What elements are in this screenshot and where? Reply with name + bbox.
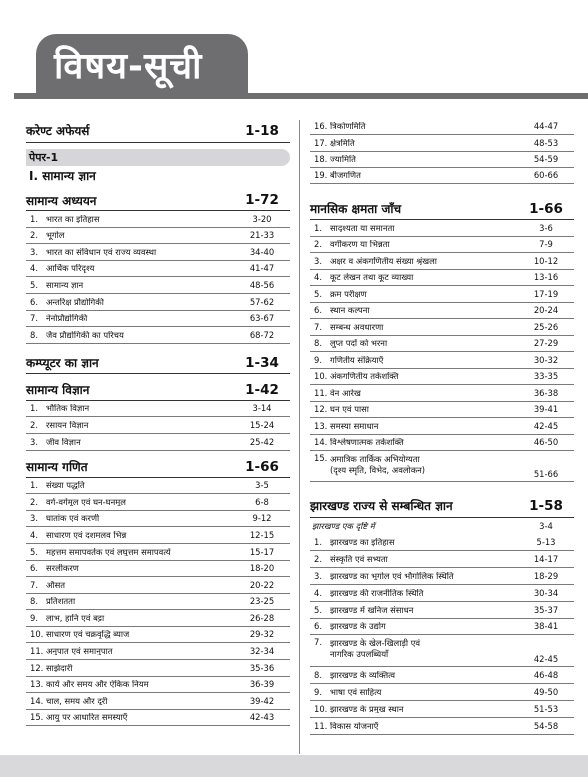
- entry-number: 8.: [30, 329, 38, 340]
- entry-pages: 51-53: [533, 703, 559, 714]
- entry-number: 6.: [30, 563, 38, 574]
- entry-pages: 49-50: [533, 686, 559, 697]
- entry-pages: 15-17: [249, 546, 275, 557]
- entry-number: 8.: [314, 338, 322, 349]
- spacer: [26, 344, 290, 353]
- toc-entry: [310, 168, 574, 184]
- entry-pages: 34-40: [249, 246, 275, 257]
- entry-number: 3.: [30, 246, 38, 257]
- right-column: [310, 119, 574, 735]
- toc-entry: [310, 402, 574, 419]
- toc-entry: [26, 561, 290, 578]
- entry-pages: 3-4: [539, 521, 553, 532]
- toc-entry: [310, 237, 574, 254]
- toc-entry: [310, 336, 574, 353]
- entry-label: संस्कृति एवं सभ्यता: [330, 555, 388, 564]
- entry-label: चाल, समय और दूरी: [46, 696, 108, 706]
- entry-pages: 5-13: [536, 537, 556, 548]
- toc-entry: [310, 303, 574, 320]
- entry-label: वर्गीकरण या भिन्नता: [330, 240, 390, 249]
- entry-pages: 13-16: [533, 272, 559, 283]
- entry-label: अन्तरिक्ष प्रौद्योगिकी: [46, 297, 104, 306]
- entry-label: भारत का संविधान एवं राज्य व्यवस्था: [46, 247, 157, 257]
- section-pages: 1-58: [529, 497, 563, 514]
- entry-label-line: अमात्रिक तार्किक अभियोग्यता: [330, 454, 420, 465]
- section-title: सामान्य अध्ययन: [26, 193, 97, 208]
- section-heading: [310, 198, 574, 220]
- section-heading: [26, 457, 290, 478]
- toc-entry: [310, 718, 574, 735]
- entry-label: साझेदारी: [46, 663, 73, 673]
- section-pages: 1-66: [245, 458, 279, 475]
- entry-label: झारखण्ड की राजनीतिक स्थिति: [330, 588, 424, 598]
- section-title: सामान्य गणित: [26, 460, 88, 475]
- section-heading: [26, 380, 290, 401]
- section-pages: 1-72: [245, 192, 279, 208]
- entry-pages: 48-53: [533, 137, 559, 148]
- entry-pages: 30-32: [533, 354, 559, 365]
- toc-entry: [26, 478, 290, 495]
- entry-pages: 20-24: [533, 305, 559, 316]
- toc-entry: [26, 527, 290, 544]
- section-pages: 1-34: [245, 354, 279, 371]
- entry-number: 1.: [30, 403, 38, 414]
- entry-label: अनुपात एवं समानुपात: [46, 647, 113, 656]
- entry-label: भौतिक विज्ञान: [46, 404, 90, 413]
- entry-label: घन एवं पासा: [330, 405, 369, 414]
- entry-label: भाषा एवं साहित्य: [330, 687, 382, 697]
- toc-entry: [310, 551, 574, 568]
- entry-pages: 42-45: [533, 420, 559, 431]
- toc-entry: [310, 286, 574, 303]
- entry-pages: 54-58: [533, 720, 559, 731]
- entry-number: 3.: [30, 436, 38, 447]
- entry-label: अक्षर व अंकगणितीय संख्या श्रृंखला: [330, 256, 437, 266]
- entry-label: लाभ, हानि एवं बट्टा: [46, 613, 105, 623]
- toc-entry: [26, 401, 290, 418]
- entry-number: 1.: [30, 213, 38, 224]
- toc-entry: [26, 228, 290, 245]
- entry-pages: 36-39: [249, 679, 275, 690]
- entry-number: 4.: [314, 272, 322, 283]
- entry-label: [330, 638, 518, 660]
- section-title: सामान्य विज्ञान: [26, 383, 90, 398]
- entry-label: झारखण्ड के उद्योग: [330, 622, 386, 631]
- entry-label: नेनोप्रौद्योगिकी: [46, 314, 88, 323]
- entry-label: झारखण्ड का इतिहास: [330, 538, 395, 547]
- entry-label: औसत: [46, 580, 66, 590]
- entry-pages: 48-56: [249, 279, 275, 290]
- toc-entry: [26, 294, 290, 311]
- section-heading: [26, 190, 290, 211]
- entry-number: 4.: [30, 263, 38, 274]
- entry-number: 9.: [30, 612, 38, 623]
- toc-entry: [310, 435, 574, 452]
- entry-number: 9.: [314, 686, 322, 697]
- toc-entry: [310, 270, 574, 287]
- entry-pages: 3-5: [255, 480, 269, 491]
- entry-number: 7.: [30, 579, 38, 590]
- entry-label: जीव विज्ञान: [46, 437, 81, 446]
- entry-label: झारखण्ड के व्यक्तित्व: [330, 671, 396, 680]
- entry-number: 6.: [30, 296, 38, 307]
- entry-number: 5.: [314, 288, 322, 299]
- entry-number: 4.: [30, 529, 38, 540]
- entry-label: जैव प्रौद्योगिकी का परिचय: [46, 330, 124, 340]
- entry-label: कूट लेखन तथा कूट व्याख्या: [330, 273, 414, 282]
- toc-entry: [26, 311, 290, 328]
- toc-entry: [26, 627, 290, 644]
- toc-entry: [310, 684, 574, 701]
- entry-number: 13.: [30, 679, 44, 690]
- toc-entry: [310, 568, 574, 585]
- toc-entry: [26, 244, 290, 261]
- entry-number: 15.: [30, 712, 44, 723]
- entry-label: ज्यामिति: [330, 155, 356, 164]
- entry-label: भारत का इतिहास: [46, 214, 100, 223]
- title-rule: [14, 93, 588, 99]
- toc-entry: [310, 253, 574, 270]
- entry-label: झारखण्ड में खनिज संसाधन: [330, 605, 414, 614]
- entry-label: झारखण्ड एक दृष्टि में: [312, 522, 375, 531]
- toc-entry: [26, 660, 290, 677]
- toc-entry: [310, 518, 574, 535]
- entry-label: साधारण एवं दशमलव भिन्न: [46, 530, 127, 540]
- toc-entry: [310, 352, 574, 369]
- entry-pages: 7-9: [539, 239, 553, 250]
- entry-number: 2.: [30, 496, 38, 507]
- entry-pages: 68-72: [249, 329, 275, 340]
- section-heading: [310, 494, 574, 518]
- entry-number: 16.: [314, 121, 328, 132]
- entry-pages: 39-42: [249, 695, 275, 706]
- toc-entry: [310, 152, 574, 168]
- entry-number: 13.: [314, 420, 328, 431]
- entry-label: अंकगणितीय तर्कशक्ति: [330, 372, 399, 381]
- entry-pages: 25-42: [249, 436, 275, 447]
- toc-entry: [310, 385, 574, 402]
- toc-entry: [26, 577, 290, 594]
- entry-number: 11.: [30, 646, 44, 657]
- entry-pages: 42-43: [249, 712, 275, 723]
- entry-label: सरलीकरण: [46, 564, 79, 573]
- entry-label: महत्तम समापवर्तक एवं लघुत्तम समापवर्त्य: [46, 547, 171, 556]
- entry-pages: 51-66: [533, 468, 559, 479]
- entry-number: 14.: [30, 695, 44, 706]
- entry-pages: 42-45: [533, 654, 559, 665]
- entry-pages: 15-24: [249, 419, 275, 430]
- entry-label: क्षेत्रमिति: [330, 138, 355, 148]
- entry-label: घातांक एवं करणी: [46, 514, 100, 523]
- toc-entry: [310, 701, 574, 718]
- toc-entry: [26, 494, 290, 511]
- entry-label: सादृश्यता या समानता: [330, 223, 395, 233]
- entry-label: आयु पर आधारित समस्याएँ: [46, 713, 128, 722]
- toc-entry: [310, 585, 574, 602]
- toc-entry: [310, 619, 574, 636]
- entry-label: बीजगणित: [330, 171, 361, 180]
- toc-entry: [26, 327, 290, 344]
- toc-entry: [26, 544, 290, 561]
- entry-pages: 20-22: [249, 579, 275, 590]
- entry-pages: 18-29: [533, 570, 559, 581]
- entry-label: लुप्त पदों को भरना: [330, 339, 388, 348]
- entry-label: गणितीय संक्रियाएँ: [330, 355, 384, 365]
- entry-number: 3.: [314, 570, 322, 581]
- entry-number: 2.: [30, 419, 38, 430]
- entry-pages: 35-37: [533, 604, 559, 615]
- toc-entry: [310, 535, 574, 552]
- section-title: झारखण्ड राज्य से सम्बन्धित ज्ञान: [310, 499, 453, 514]
- entry-label: साधारण एवं चक्रवृद्धि ब्याज: [46, 630, 130, 639]
- toc-entry: [26, 434, 290, 451]
- entry-pages: 9-12: [252, 513, 272, 524]
- paper-label: पेपर-1: [26, 149, 290, 166]
- entry-number: 3.: [314, 255, 322, 266]
- entry-label: प्रतिशतता: [46, 597, 76, 606]
- entry-number: 12.: [314, 404, 328, 415]
- entry-label: [330, 454, 518, 476]
- entry-pages: 14-17: [533, 554, 559, 565]
- toc-entry: [310, 135, 574, 151]
- toc-entry: [26, 594, 290, 611]
- entry-label: वर्ग-वर्गमूल एवं घन-घनमूल: [46, 497, 126, 507]
- entry-number: 2.: [30, 230, 38, 241]
- entry-label: झारखण्ड का भूगोल एवं भौगोलिक स्थिति: [330, 571, 454, 581]
- toc-entry: [26, 710, 290, 727]
- entry-pages: 46-48: [533, 670, 559, 681]
- entry-label-line: (दृश्य स्मृति, विभेद, अवलोकन): [330, 465, 426, 476]
- entry-label-line: झारखण्ड के खेल-खिलाड़ी एवं: [330, 638, 421, 649]
- entry-number: 10.: [30, 629, 44, 640]
- toc-entry: [26, 261, 290, 278]
- section-pages: 1-66: [529, 200, 563, 217]
- entry-label: सम्बन्ध अवधारणा: [330, 322, 384, 332]
- entry-number: 5.: [30, 546, 38, 557]
- toc-entry: [26, 643, 290, 660]
- entry-label: त्रिकोणमिति: [330, 122, 366, 131]
- spacer: [310, 184, 574, 198]
- entry-pages: 3-20: [252, 213, 272, 224]
- entry-label: सामान्य ज्ञान: [46, 280, 84, 290]
- entry-number: 3.: [30, 513, 38, 524]
- entry-pages: 27-29: [533, 338, 559, 349]
- toc-entry: [310, 667, 574, 684]
- entry-pages: 35-36: [249, 662, 275, 673]
- title-tab: [36, 34, 248, 94]
- entry-number: 8.: [30, 596, 38, 607]
- entry-pages: 17-19: [533, 288, 559, 299]
- entry-number: 10.: [314, 371, 328, 382]
- toc-entry: [26, 693, 290, 710]
- entry-label-line: नागरिक उपलब्धियाँ: [330, 649, 389, 660]
- entry-number: 4.: [314, 587, 322, 598]
- part-title: I. सामान्य ज्ञान: [29, 168, 96, 183]
- entry-number: 5.: [314, 604, 322, 615]
- entry-label: स्थान कल्पना: [330, 306, 370, 315]
- entry-number: 7.: [314, 321, 322, 332]
- entry-number: 15.: [314, 453, 328, 464]
- section-heading: [26, 353, 290, 374]
- section-pages: 1-18: [245, 122, 279, 139]
- entry-label: कार्य और समय और ऐकिक नियम: [46, 680, 149, 689]
- page-title: विषय-सूची: [54, 45, 203, 87]
- entry-number: 1.: [30, 480, 38, 491]
- toc-entry: [26, 511, 290, 528]
- spacer: [310, 482, 574, 494]
- entry-label: झारखण्ड के प्रमुख स्थान: [330, 704, 404, 714]
- entry-pages: 33-35: [533, 371, 559, 382]
- entry-pages: 30-34: [533, 587, 559, 598]
- entry-pages: 54-59: [533, 154, 559, 165]
- entry-number: 5.: [30, 279, 38, 290]
- entry-label: समस्या समाधान: [330, 421, 379, 431]
- entry-pages: 23-25: [249, 596, 275, 607]
- toc-entry: [310, 119, 574, 135]
- entry-label: विकास योजनाएँ: [330, 721, 379, 730]
- entry-pages: 46-50: [533, 437, 559, 448]
- entry-number: 1.: [314, 222, 322, 233]
- entry-label: भूगोल: [46, 231, 65, 240]
- column-divider: [299, 120, 300, 754]
- entry-number: 9.: [314, 354, 322, 365]
- entry-pages: 44-47: [533, 121, 559, 132]
- entry-number: 11.: [314, 387, 328, 398]
- toc-entry: [310, 369, 574, 386]
- entry-pages: 3-6: [539, 222, 553, 233]
- entry-pages: 29-32: [249, 629, 275, 640]
- toc-entry: [26, 277, 290, 294]
- entry-number: 18.: [314, 154, 328, 165]
- entry-number: 10.: [314, 703, 328, 714]
- entry-pages: 3-14: [252, 403, 272, 414]
- toc-entry: [310, 319, 574, 336]
- toc-entry: [26, 211, 290, 228]
- entry-pages: 60-66: [533, 170, 559, 181]
- section-title: करेण्ट अफेयर्स: [26, 124, 90, 138]
- entry-number: 6.: [314, 305, 322, 316]
- entry-pages: 6-8: [255, 496, 269, 507]
- entry-pages: 18-20: [249, 563, 275, 574]
- toc-entry: [310, 635, 574, 667]
- entry-label: आर्थिक परिदृश्य: [46, 264, 95, 273]
- toc-entry: [310, 451, 574, 482]
- entry-pages: 36-38: [533, 387, 559, 398]
- entry-pages: 12-15: [249, 529, 275, 540]
- section-title: मानसिक क्षमता जाँच: [310, 202, 402, 217]
- entry-pages: 41-47: [249, 263, 275, 274]
- entry-number: 1.: [314, 537, 322, 548]
- entry-number: 14.: [314, 437, 328, 448]
- bottom-band: [0, 755, 588, 777]
- toc-entry: [310, 220, 574, 237]
- entry-number: 6.: [314, 621, 322, 632]
- entry-label: क्रम परीक्षण: [330, 289, 367, 299]
- section-pages: 1-42: [245, 381, 279, 398]
- entry-pages: 21-33: [249, 230, 275, 241]
- entry-pages: 25-26: [533, 321, 559, 332]
- entry-label: वेन आरेख: [330, 388, 361, 398]
- entry-label: संख्या पद्धति: [46, 481, 85, 490]
- entry-number: 17.: [314, 137, 328, 148]
- entry-number: 8.: [314, 670, 322, 681]
- toc-entry: [310, 602, 574, 619]
- toc-entry: [310, 418, 574, 435]
- toc-entry: [26, 677, 290, 694]
- entry-number: 7.: [30, 313, 38, 324]
- entry-number: 19.: [314, 170, 328, 181]
- toc-entry: [26, 610, 290, 627]
- entry-label: विश्लेषणात्मक तर्कशक्ति: [330, 438, 404, 447]
- entry-number: 2.: [314, 239, 322, 250]
- current-affairs-heading: [26, 119, 290, 143]
- toc-entry: [26, 417, 290, 434]
- entry-pages: 57-62: [249, 296, 275, 307]
- left-column: [26, 119, 290, 726]
- section-title: कम्प्यूटर का ज्ञान: [26, 356, 99, 371]
- entry-pages: 26-28: [249, 612, 275, 623]
- entry-number: 12.: [30, 662, 44, 673]
- entry-pages: 32-34: [249, 646, 275, 657]
- entry-number: 2.: [314, 554, 322, 565]
- entry-pages: 38-41: [533, 621, 559, 632]
- entry-label: रसायन विज्ञान: [46, 420, 89, 430]
- entry-number: 7.: [314, 637, 322, 648]
- entry-pages: 39-41: [533, 404, 559, 415]
- entry-pages: 10-12: [533, 255, 559, 266]
- entry-number: 11.: [314, 720, 328, 731]
- entry-pages: 63-67: [249, 313, 275, 324]
